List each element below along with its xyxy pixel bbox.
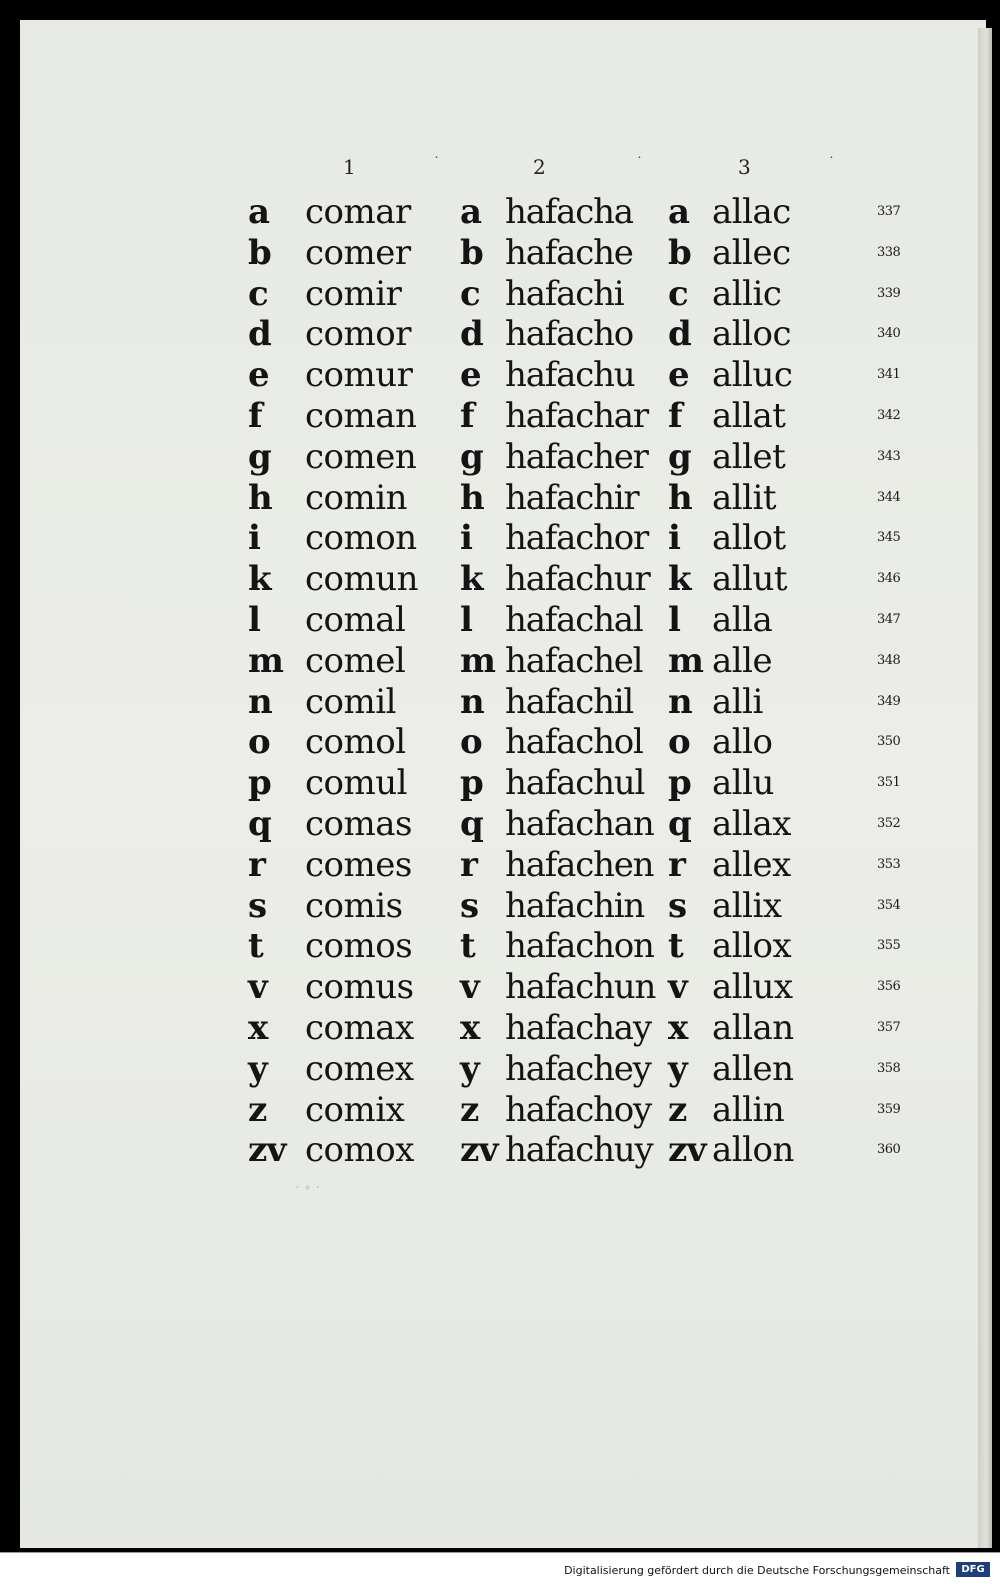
letter-col1: p — [248, 763, 272, 804]
word-col2: hafachey — [505, 1048, 651, 1089]
word-col3: allon — [712, 1130, 794, 1171]
table-row — [0, 967, 1000, 1008]
table-row — [0, 926, 1000, 967]
word-col2: hafachoy — [505, 1089, 652, 1130]
header-mark: ˙ — [636, 155, 643, 171]
letter-col1: g — [248, 436, 272, 477]
word-col1: comex — [305, 1048, 414, 1089]
column-header-2: 2 — [533, 155, 546, 179]
letter-col2: l — [460, 599, 473, 640]
row-number: 358 — [877, 1060, 901, 1076]
table-row — [0, 763, 1000, 804]
row-number: 342 — [877, 407, 901, 423]
table-row — [0, 641, 1000, 682]
letter-col2: t — [460, 926, 476, 967]
letter-col1: q — [248, 803, 272, 844]
row-number: 357 — [877, 1019, 901, 1035]
word-col3: allu — [712, 763, 774, 804]
letter-col1: h — [248, 477, 273, 518]
word-col1: comis — [305, 885, 403, 926]
row-number: 350 — [877, 734, 901, 750]
table-row — [0, 192, 1000, 233]
word-col3: allux — [712, 967, 793, 1008]
word-col3: allat — [712, 395, 786, 436]
word-col2: hafachil — [505, 681, 634, 722]
word-col3: alloc — [712, 314, 792, 355]
row-number: 360 — [877, 1142, 901, 1158]
table-row — [0, 233, 1000, 274]
word-col3: allut — [712, 559, 788, 600]
letter-col3: e — [668, 355, 690, 396]
letter-col3: s — [668, 885, 687, 926]
word-col3: alle — [712, 640, 773, 681]
word-col3: allot — [712, 518, 786, 559]
letter-col3: k — [668, 559, 692, 600]
letter-col3: m — [668, 640, 704, 681]
header-mark: ˙ — [828, 155, 835, 171]
row-number: 346 — [877, 571, 901, 587]
word-col1: comil — [305, 681, 396, 722]
word-col2: hafachir — [505, 477, 639, 518]
letter-col1: x — [248, 1007, 268, 1048]
letter-col2: z — [460, 1089, 479, 1130]
word-col1: comus — [305, 967, 414, 1008]
letter-col3: v — [668, 967, 688, 1008]
row-number: 337 — [877, 204, 901, 219]
letter-col2: h — [460, 477, 485, 518]
word-col2: hafacher — [505, 436, 648, 477]
word-col1: comur — [305, 355, 413, 396]
row-number: 343 — [877, 448, 901, 464]
word-col3: allox — [712, 926, 792, 967]
table-row — [0, 1008, 1000, 1049]
letter-col3: c — [668, 273, 689, 314]
row-number: 356 — [877, 979, 901, 995]
dfg-logo-icon: DFG — [956, 1562, 990, 1577]
word-col2: hafachuy — [505, 1130, 653, 1171]
word-col1: comos — [305, 926, 413, 967]
letter-col2: a — [460, 192, 482, 232]
row-number: 352 — [877, 815, 901, 831]
row-number: 354 — [877, 897, 901, 913]
letter-col2: n — [460, 681, 485, 722]
letter-col1: f — [248, 395, 263, 436]
letter-col2: zv — [460, 1130, 499, 1171]
table-row — [0, 804, 1000, 845]
word-col1: comes — [305, 844, 412, 885]
letter-col3: r — [668, 844, 686, 885]
header-mark: ˙ — [433, 155, 440, 171]
word-col2: hafache — [505, 232, 633, 273]
table-row — [0, 518, 1000, 559]
letter-col3: t — [668, 926, 684, 967]
letter-col1: b — [248, 232, 272, 273]
letter-col3: f — [668, 395, 683, 436]
word-col1: comen — [305, 436, 417, 477]
word-col2: hafachu — [505, 355, 635, 396]
table-row — [0, 396, 1000, 437]
row-number: 359 — [877, 1101, 901, 1117]
letter-col1: r — [248, 844, 266, 885]
word-col1: comix — [305, 1089, 405, 1130]
letter-col1: d — [248, 314, 272, 355]
word-col2: hafacha — [505, 192, 633, 232]
word-col3: allit — [712, 477, 777, 518]
footer-credit: Digitalisierung gefördert durch die Deutsche Forschungsgemeinschaft — [564, 1564, 950, 1577]
letter-col3: n — [668, 681, 693, 722]
word-col2: hafachul — [505, 763, 645, 804]
word-col3: allex — [712, 844, 791, 885]
letter-col2: d — [460, 314, 484, 355]
letter-col2: c — [460, 273, 481, 314]
letter-col2: s — [460, 885, 479, 926]
letter-col1: c — [248, 273, 269, 314]
letter-col2: g — [460, 436, 484, 477]
word-col1: comin — [305, 477, 408, 518]
letter-col1: v — [248, 967, 268, 1008]
letter-col2: k — [460, 559, 484, 600]
row-number: 348 — [877, 652, 901, 668]
word-col3: allet — [712, 436, 786, 477]
letter-col3: b — [668, 232, 692, 273]
word-col1: comul — [305, 763, 408, 804]
word-col1: comox — [305, 1130, 414, 1171]
letter-col1: s — [248, 885, 267, 926]
word-col3: alli — [712, 681, 763, 722]
word-col1: comax — [305, 1007, 414, 1048]
word-col2: hafachor — [505, 518, 649, 559]
letter-col3: y — [668, 1048, 688, 1089]
letter-col1: z — [248, 1089, 267, 1130]
table-row — [0, 1049, 1000, 1090]
table-row — [0, 1090, 1000, 1131]
row-number: 345 — [877, 530, 901, 546]
word-col2: hafachon — [505, 926, 654, 967]
word-col3: allix — [712, 885, 782, 926]
row-number: 353 — [877, 856, 901, 872]
row-number: 339 — [877, 285, 901, 301]
letter-col2: q — [460, 803, 484, 844]
word-col3: allo — [712, 722, 773, 763]
word-col2: hafachur — [505, 559, 650, 600]
row-number: 349 — [877, 693, 901, 709]
letter-col2: o — [460, 722, 483, 763]
column-header-3: 3 — [738, 155, 751, 179]
letter-col2: r — [460, 844, 478, 885]
word-col2: hafacho — [505, 314, 634, 355]
word-col1: comor — [305, 314, 411, 355]
word-col3: allan — [712, 1007, 794, 1048]
cipher-table — [0, 192, 1000, 1171]
row-number: 338 — [877, 244, 901, 260]
letter-col3: d — [668, 314, 692, 355]
table-row — [0, 1130, 1000, 1171]
row-number: 341 — [877, 367, 901, 383]
letter-col1: a — [248, 192, 270, 232]
table-row — [0, 722, 1000, 763]
word-col1: comir — [305, 273, 402, 314]
letter-col1: l — [248, 599, 261, 640]
word-col1: comon — [305, 518, 417, 559]
word-col2: hafachan — [505, 803, 654, 844]
table-row — [0, 478, 1000, 519]
letter-col2: p — [460, 763, 484, 804]
table-row — [0, 437, 1000, 478]
word-col2: hafachun — [505, 967, 656, 1008]
letter-col2: f — [460, 395, 475, 436]
word-col3: allac — [712, 192, 791, 232]
letter-col1: m — [248, 640, 284, 681]
word-col3: alluc — [712, 355, 793, 396]
word-col1: comel — [305, 640, 406, 681]
word-col2: hafachi — [505, 273, 624, 314]
table-row — [0, 559, 1000, 600]
word-col1: coman — [305, 395, 417, 436]
word-col3: allin — [712, 1089, 785, 1130]
letter-col2: b — [460, 232, 484, 273]
letter-col1: i — [248, 518, 261, 559]
row-number: 351 — [877, 775, 901, 791]
table-row — [0, 886, 1000, 927]
letter-col3: x — [668, 1007, 688, 1048]
row-number: 347 — [877, 611, 901, 627]
letter-col3: p — [668, 763, 692, 804]
row-number: 344 — [877, 489, 901, 505]
letter-col2: i — [460, 518, 473, 559]
word-col2: hafachel — [505, 640, 643, 681]
letter-col3: l — [668, 599, 681, 640]
table-row — [0, 314, 1000, 355]
letter-col3: a — [668, 192, 690, 232]
table-row — [0, 845, 1000, 886]
word-col1: comol — [305, 722, 406, 763]
row-number: 340 — [877, 326, 901, 342]
word-col3: alla — [712, 599, 773, 640]
word-col1: comar — [305, 192, 411, 232]
table-row — [0, 682, 1000, 723]
letter-col2: x — [460, 1007, 480, 1048]
column-header-1: 1 — [343, 155, 356, 179]
letter-col3: q — [668, 803, 692, 844]
letter-col3: g — [668, 436, 692, 477]
letter-col1: o — [248, 722, 271, 763]
word-col2: hafachar — [505, 395, 648, 436]
letter-col3: i — [668, 518, 681, 559]
letter-col3: z — [668, 1089, 687, 1130]
table-row — [0, 355, 1000, 396]
letter-col1: k — [248, 559, 272, 600]
letter-col2: y — [460, 1048, 480, 1089]
word-col3: allax — [712, 803, 791, 844]
footer-bar — [0, 1552, 1000, 1587]
word-col1: comer — [305, 232, 411, 273]
word-col2: hafachal — [505, 599, 643, 640]
column-headers — [0, 155, 1000, 185]
letter-col1: t — [248, 926, 264, 967]
table-row — [0, 274, 1000, 315]
ink-smudge: ⋅ ∘ ⋅ — [295, 1180, 321, 1196]
word-col2: hafachin — [505, 885, 645, 926]
word-col2: hafachen — [505, 844, 654, 885]
word-col1: comal — [305, 599, 406, 640]
letter-col1: y — [248, 1048, 268, 1089]
table-row — [0, 600, 1000, 641]
row-number: 355 — [877, 938, 901, 954]
word-col3: allen — [712, 1048, 794, 1089]
letter-col2: m — [460, 640, 496, 681]
word-col1: comas — [305, 803, 412, 844]
letter-col2: e — [460, 355, 482, 396]
letter-col2: v — [460, 967, 480, 1008]
letter-col3: zv — [668, 1130, 707, 1171]
word-col3: allic — [712, 273, 782, 314]
word-col1: comun — [305, 559, 419, 600]
letter-col3: h — [668, 477, 693, 518]
letter-col1: zv — [248, 1130, 287, 1171]
word-col2: hafachol — [505, 722, 643, 763]
word-col3: allec — [712, 232, 791, 273]
word-col2: hafachay — [505, 1007, 651, 1048]
letter-col1: e — [248, 355, 270, 396]
letter-col1: n — [248, 681, 273, 722]
letter-col3: o — [668, 722, 691, 763]
